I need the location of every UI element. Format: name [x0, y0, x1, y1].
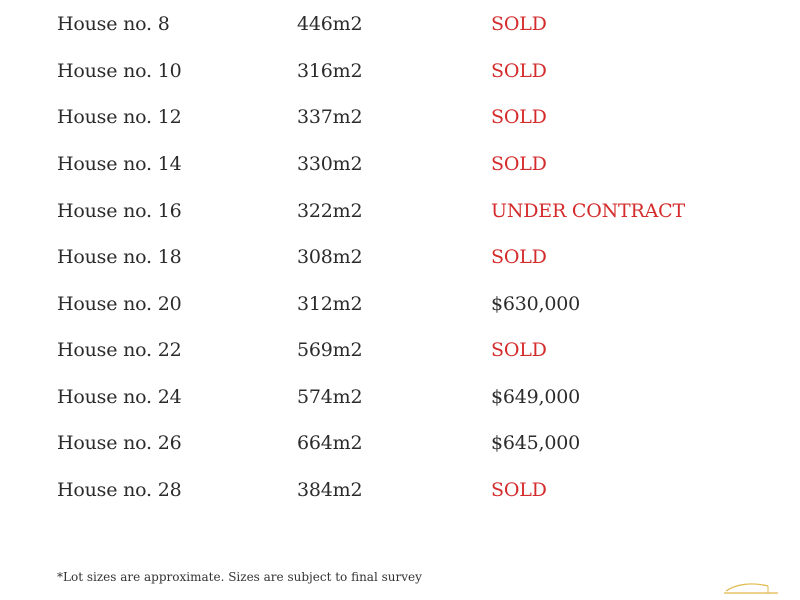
lot-size: 330m2	[297, 153, 363, 175]
table-row	[0, 9, 800, 39]
price-label: $645,000	[491, 432, 581, 454]
status-label: SOLD	[491, 60, 547, 82]
price-label: $649,000	[491, 386, 581, 408]
table-row	[0, 196, 800, 226]
lot-size: 308m2	[297, 246, 363, 268]
house-name: House no. 26	[57, 432, 182, 454]
lot-size: 446m2	[297, 13, 363, 35]
lot-size: 322m2	[297, 200, 363, 222]
lot-size-footnote: *Lot sizes are approximate. Sizes are subject to final survey	[57, 570, 422, 584]
lot-size: 312m2	[297, 293, 363, 315]
status-label: SOLD	[491, 479, 547, 501]
house-name: House no. 10	[57, 60, 182, 82]
status-label: SOLD	[491, 339, 547, 361]
table-row	[0, 428, 800, 458]
table-row	[0, 56, 800, 86]
lot-size: 569m2	[297, 339, 363, 361]
house-name: House no. 20	[57, 293, 182, 315]
status-label: SOLD	[491, 246, 547, 268]
table-row	[0, 335, 800, 365]
status-label: SOLD	[491, 153, 547, 175]
status-label: SOLD	[491, 13, 547, 35]
house-name: House no. 8	[57, 13, 170, 35]
table-row	[0, 475, 800, 505]
house-name: House no. 12	[57, 106, 182, 128]
house-name: House no. 24	[57, 386, 182, 408]
table-row	[0, 149, 800, 179]
status-label: SOLD	[491, 106, 547, 128]
lot-size: 664m2	[297, 432, 363, 454]
logo-mark-icon	[722, 578, 782, 596]
table-row	[0, 289, 800, 319]
table-row	[0, 102, 800, 132]
house-name: House no. 18	[57, 246, 182, 268]
house-name: House no. 14	[57, 153, 182, 175]
lot-size: 384m2	[297, 479, 363, 501]
house-name: House no. 16	[57, 200, 182, 222]
table-row	[0, 242, 800, 272]
lot-size: 574m2	[297, 386, 363, 408]
table-row	[0, 382, 800, 412]
status-label: UNDER CONTRACT	[491, 200, 685, 222]
lot-size: 337m2	[297, 106, 363, 128]
house-name: House no. 28	[57, 479, 182, 501]
house-name: House no. 22	[57, 339, 182, 361]
lot-size: 316m2	[297, 60, 363, 82]
price-label: $630,000	[491, 293, 581, 315]
